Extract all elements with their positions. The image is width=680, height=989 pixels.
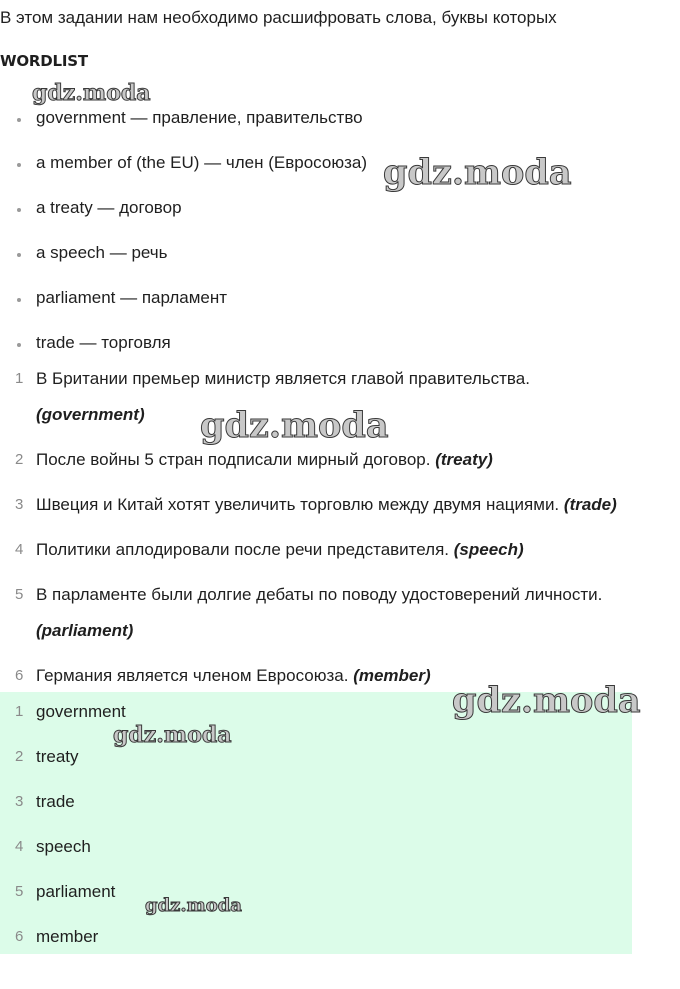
answer-number: 1 xyxy=(15,703,24,720)
sentence-item xyxy=(36,540,524,560)
sentence-number: 6 xyxy=(15,667,24,684)
bullet-icon xyxy=(17,298,21,302)
sentence-number: 4 xyxy=(15,541,24,558)
sentence-text: После войны 5 стран подписали мирный договор. xyxy=(36,450,431,469)
watermark: gdz.moda xyxy=(452,680,641,721)
answer-number: 3 xyxy=(15,793,24,810)
wordlist-item: a member of (the EU) — член (Евросоюза) xyxy=(36,153,367,172)
sentence-item xyxy=(36,666,431,686)
sentence-answer: (parliament) xyxy=(36,621,134,640)
sentence-text: В парламенте были долгие дебаты по поводу удостоверений личности. xyxy=(36,585,603,604)
sentence-text: Политики аплодировали после речи представителя. xyxy=(36,540,450,559)
sentence-text: Германия является членом Евросоюза. xyxy=(36,666,349,685)
intro-text: В этом задании нам необходимо расшифровать слова, буквы которых xyxy=(0,8,557,27)
watermark: gdz.moda xyxy=(200,405,389,446)
sentence-answer: (treaty) xyxy=(435,450,493,469)
bullet-icon xyxy=(17,118,21,122)
answer-number: 4 xyxy=(15,838,24,855)
sentence-answer: (trade) xyxy=(563,495,617,514)
answer-number: 2 xyxy=(15,748,24,765)
answer-word: government xyxy=(36,702,126,721)
answer-word: treaty xyxy=(36,747,79,766)
sentence-item xyxy=(36,450,493,470)
watermark: gdz.moda xyxy=(32,80,151,106)
sentence-number: 1 xyxy=(15,370,24,387)
answer-word: speech xyxy=(36,837,91,856)
sentence-item xyxy=(36,495,617,515)
wordlist-item: trade — торговля xyxy=(36,333,171,352)
wordlist-item: a treaty — договор xyxy=(36,198,182,217)
sentence-text: Швеция и Китай хотят увеличить торговлю между двумя нациями. xyxy=(36,495,560,514)
bullet-icon xyxy=(17,253,21,257)
sentence-answer: (government) xyxy=(36,405,145,424)
sentence-answer: (speech) xyxy=(453,540,524,559)
watermark: gdz.moda xyxy=(145,895,242,916)
sentence-text: В Британии премьер министр является главой правительства. xyxy=(36,369,530,388)
sentence-number: 3 xyxy=(15,496,24,513)
answer-word: member xyxy=(36,927,99,946)
watermark: gdz.moda xyxy=(113,722,232,748)
sentence-answer: (member) xyxy=(353,666,431,685)
wordlist-item: a speech — речь xyxy=(36,243,168,262)
sentence-number: 5 xyxy=(15,586,24,603)
sentence-number: 2 xyxy=(15,451,24,468)
bullet-icon xyxy=(17,163,21,167)
bullet-icon xyxy=(17,343,21,347)
bullet-icon xyxy=(17,208,21,212)
answers-box xyxy=(0,692,632,954)
wordlist-item: parliament — парламент xyxy=(36,288,228,307)
wordlist-heading: WORDLIST xyxy=(0,52,88,70)
answer-number: 5 xyxy=(15,883,24,900)
wordlist-item: government — правление, правительство xyxy=(36,108,363,127)
watermark: gdz.moda xyxy=(383,152,572,193)
answer-word: trade xyxy=(36,792,75,811)
answer-word: parliament xyxy=(36,882,116,901)
answer-number: 6 xyxy=(15,928,24,945)
